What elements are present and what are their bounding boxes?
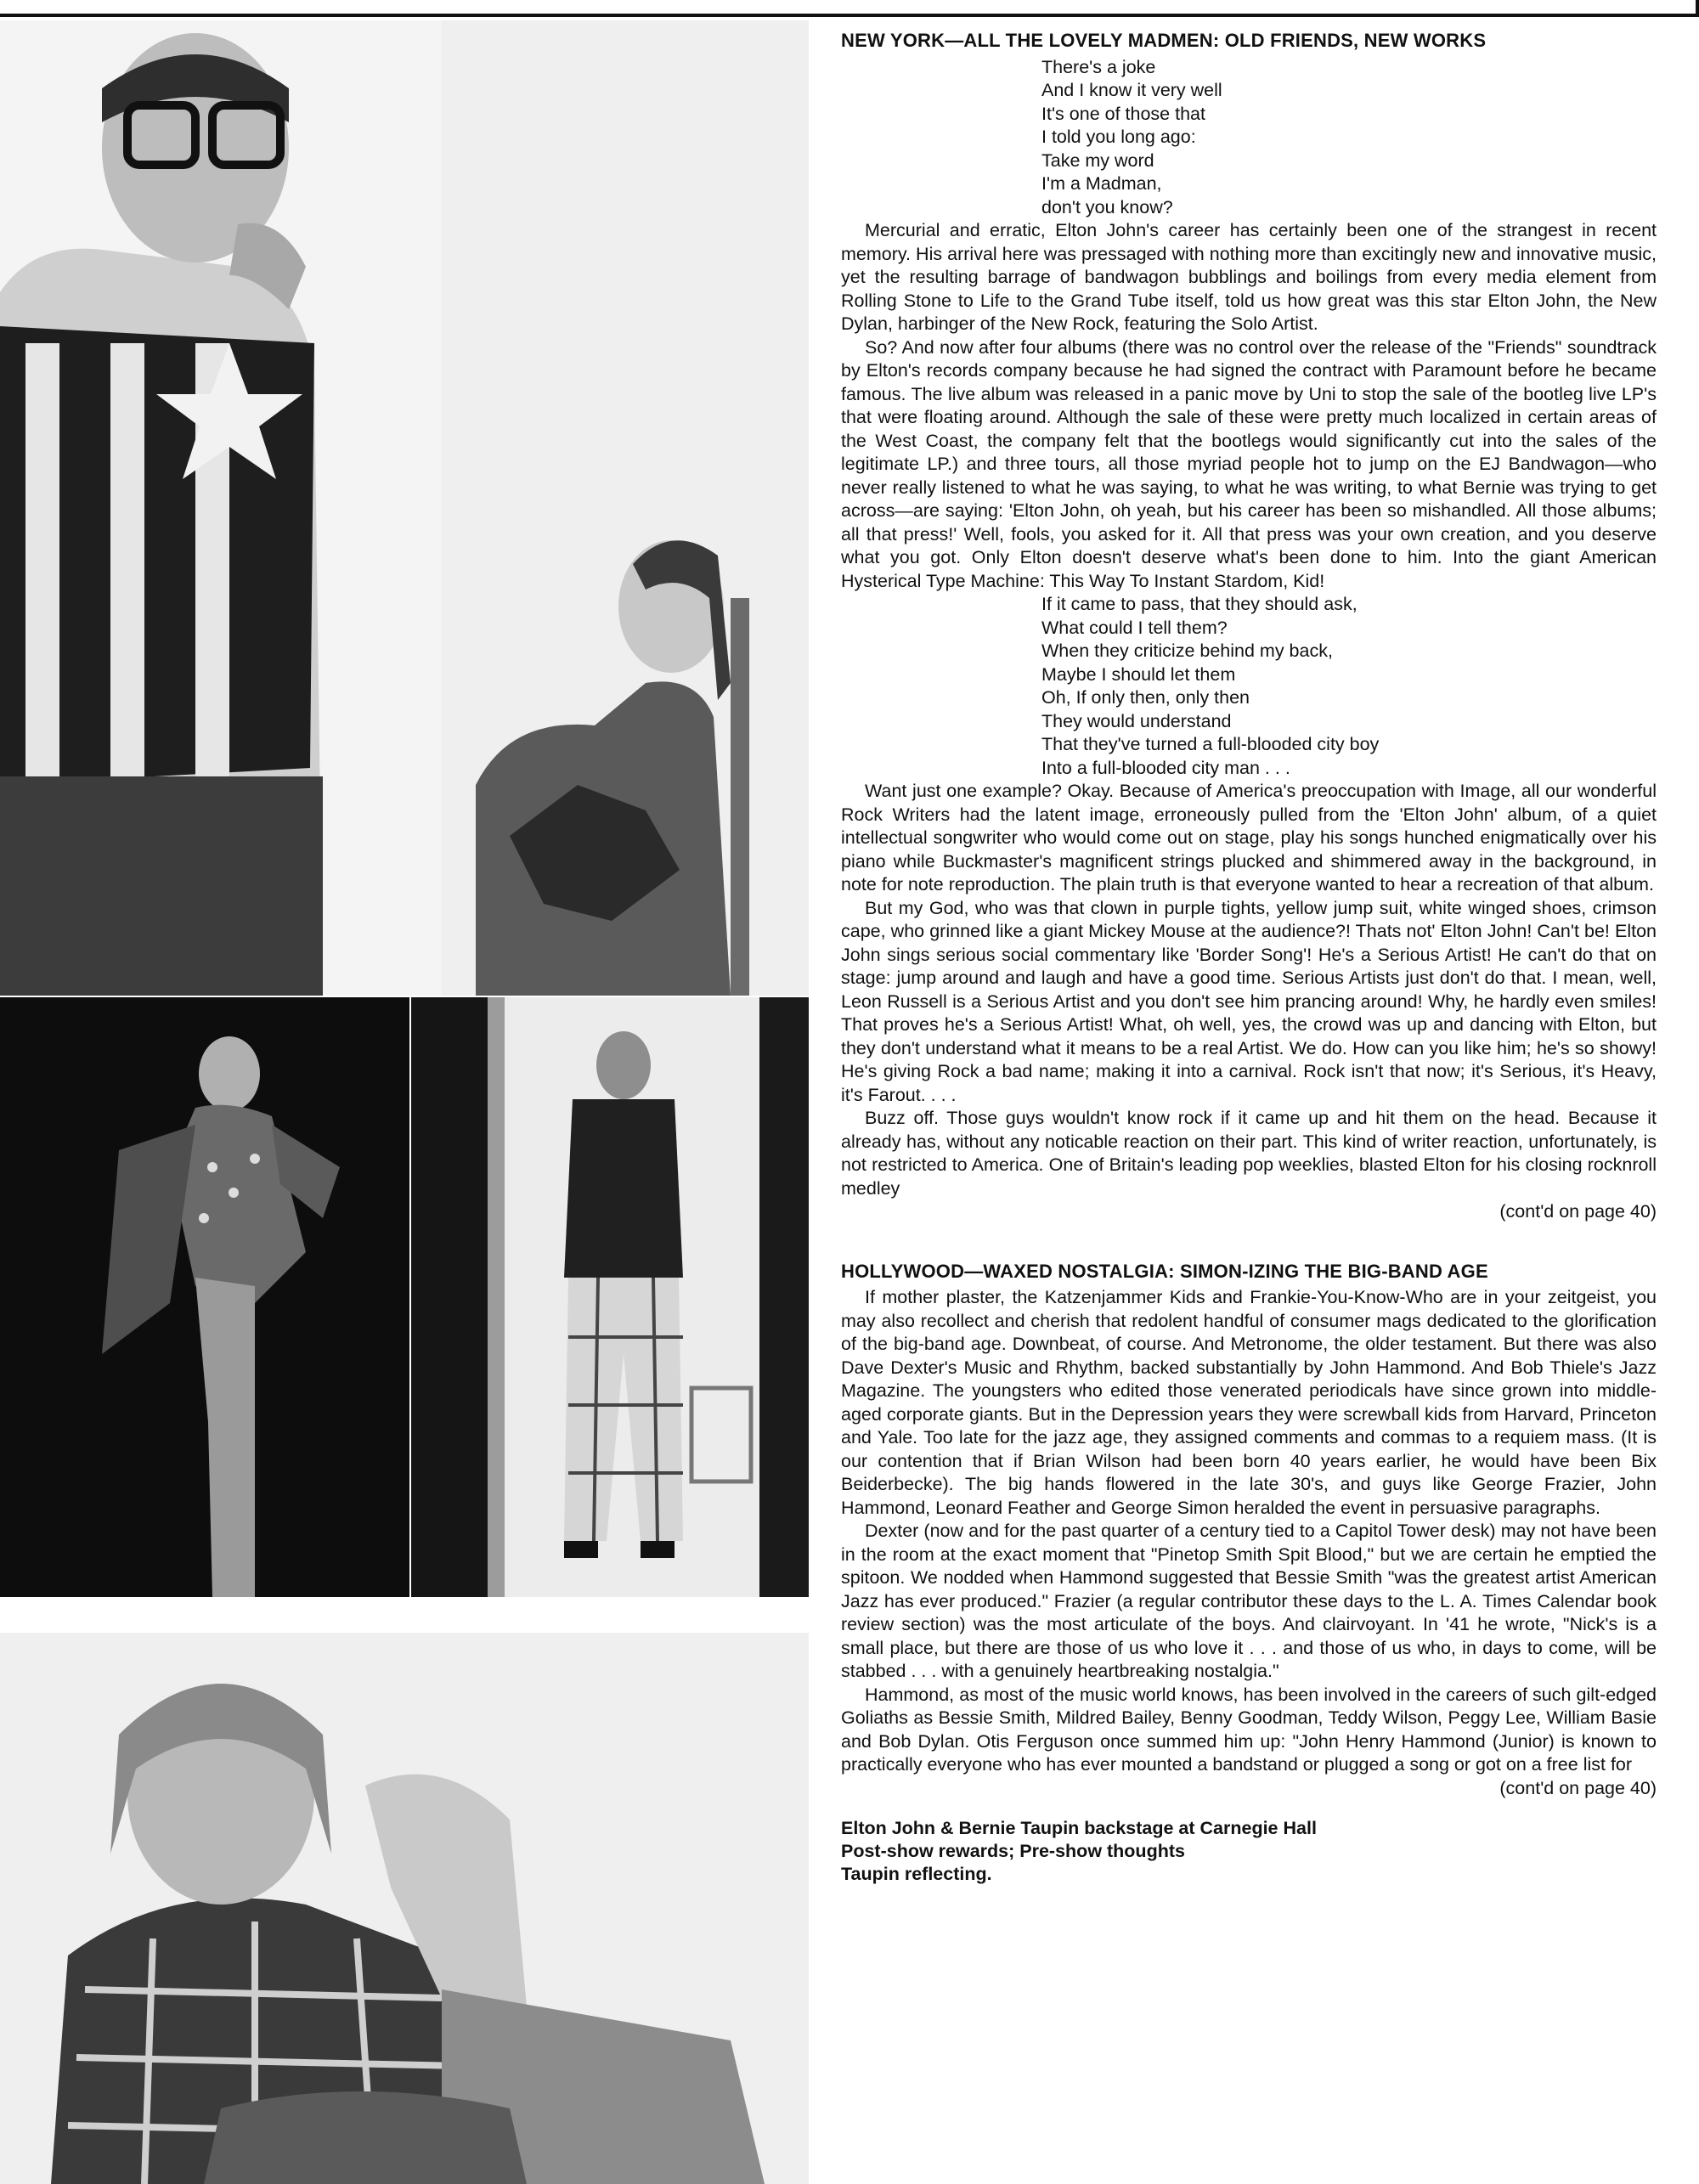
paragraph: If mother plaster, the Katzenjammer Kids and Frankie-You-Know-Who are in your zeitgeist, you may also recollect and cherish that redolent handful of consumer mags dedicated to the glorification of the big-band age. Downbeat, of course. And Metronome, the older testament. But there was also Dave Dexter's Music and Rhythm, backed substantially by John Hammond. And Bob Thiele's Jazz Magazine. The youngsters who edited those venerated periodicals have since grown into middle-aged corporate giants. But in the Depression years they were screwball kids from Harvard, Princeton and Yale. Too late for the jazz age, they assigned comments and commas to a requiem mass. (It is our contention that if Brian Wilson had been born 40 years earlier, he would have been Bix Beiderbecke). The big hands flowered in the late 30's, and guys like George Frazier, John Hammond, Leonard Feather and George Simon heralded the event in persuasive paragraphs. <box>841 1287 1657 1518</box>
paragraph: Hammond, as most of the music world knows, has been involved in the careers of such gilt-edged Goliaths as Bessie Smith, Mildred Bailey, Benny Goodman, Teddy Wilson, Peggy Lee, William Basie and Bob Dylan. Otis Ferguson once summed him up: "John Henry Hammond (Junior) is known to practically everyone who has ever mounted a bandstand or plugged a song or got on a free list for <box>841 1684 1657 1775</box>
continued-note: (cont'd on page 40) <box>1499 1777 1657 1798</box>
lyric-line: They would understand <box>1041 710 1232 731</box>
lyric-line: When they criticize behind my back, <box>1041 641 1333 661</box>
lyric-line: I told you long ago: <box>1041 127 1196 147</box>
lyric-line: And I know it very well <box>1041 80 1222 100</box>
paragraph: So? And now after four albums (there was no control over the release of the "Friends" soundtrack by Elton's records company because he had signed the contract with Paramount before he became famous. The live album was released in a panic move by Uni to stop the sale of the bootleg live LP's that were floating around. Although the sale of these were pretty much localized in certain areas of the West Coast, the company felt that the bootlegs would significantly cut into the sales of the legitimate LP.) and three tours, all those myriad people hot to jump on the EJ Bandwagon—who never really listened to what he was saying, to what he was writing, to what Bernie was trying to get across—are saying: 'Elton John, oh yeah, but his career has been so mishandled. All those albums; all that press!' Well, fools, you asked for it. All that press was your own creation, and you deserve what you got. Only Elton doesn't deserve what's been done to him. Into the giant American Hysterical Type Machine: This Way To Instant Stardom, Kid! <box>841 336 1657 591</box>
headline-hollywood: HOLLYWOOD—WAXED NOSTALGIA: SIMON-IZING THE BIG-BAND AGE <box>841 1260 1488 1282</box>
lyric-line: There's a joke <box>1041 56 1156 77</box>
top-border-rule <box>0 0 1699 17</box>
headline-new-york: NEW YORK—ALL THE LOVELY MADMEN: OLD FRIENDS, NEW WORKS <box>841 30 1487 51</box>
photo-column <box>0 20 809 2184</box>
lyric-line: What could I tell them? <box>1041 617 1228 638</box>
lyric-line: That they've turned a full-blooded city boy <box>1041 734 1380 754</box>
lyric-verse-madman <box>1041 56 1657 220</box>
photo-elton-and-bernie-backstage <box>0 20 809 996</box>
lyric-line: Oh, If only then, only then <box>1041 687 1250 708</box>
lyric-line: Into a full-blooded city man . . . <box>1041 757 1290 778</box>
lyric-line: I'm a Madman, <box>1041 173 1162 194</box>
photo-elton-plaid-trousers <box>411 997 809 1597</box>
paragraph: Buzz off. Those guys wouldn't know rock if it came up and hit them on the head. Because it already has, without any noticable reaction on their part. This kind of writer reaction, unfortunately, is not restricted to America. One of Britain's leading pop weeklies, blasted Elton for his closing rocknroll medley <box>841 1108 1657 1199</box>
paragraph: But my God, who was that clown in purple tights, yellow jump suit, white winged shoes, crimson cape, who grinned like a giant Mickey Mouse at the audience?! Thats not' Elton John! Can't be! Elton John sings serious social commentary like 'Border Song'! He's a Serious Artist! He can't do that on stage: jump around and laugh and have a good time. Serious Artists just don't do that. I mean, well, Leon Russell is a Serious Artist and you don't see him prancing around! Why, he hardly even smiles! That proves he's a Serious Artist! What, oh well, yes, the crowd was up and dancing with Elton, but they don't understand what it means to be a real Artist. We do. How can you like him; he's so showy! He's giving Rock a bad name; making it into a carnival. Rock isn't that now; it's Serious, it's Heavy, it's Farout. . . . <box>841 897 1657 1105</box>
lyric-line: Maybe I should let them <box>1041 663 1236 685</box>
paragraph: Want just one example? Okay. Because of America's preoccupation with Image, all our wonderful Rock Writers had the latent image, erroneously pulled from the 'Elton John' album, of a quiet intellectual songwriter who would come out on stage, play his songs hunched enigmatically over his piano while Buckmaster's magnificent strings plucked and shimmered away in the background, in note for note reproduction. The plain truth is that everyone wanted to hear a recreation of that album. <box>841 781 1657 894</box>
lyric-line: don't you know? <box>1041 196 1173 217</box>
caption-line: Post-show rewards; Pre-show thoughts <box>841 1841 1185 1861</box>
photo-elton-on-stage <box>0 997 409 1597</box>
photo-taupin-reflecting <box>0 1599 809 2184</box>
paragraph: Mercurial and erratic, Elton John's career has certainly been one of the strangest in recent memory. His arrival here was pressaged with nothing more than excitingly new and innovative music, yet the resulting barrage of bandwagon bubblings and boilings from every media element from Rolling Stone to Life to the Grand Tube itself, told us how great was this star Elton John, the New Dylan, harbinger of the New Rock, featuring the Solo Artist. <box>841 220 1657 334</box>
lyric-verse-city-boy <box>1041 593 1657 780</box>
photo-captions <box>841 1817 1657 1886</box>
caption-line: Taupin reflecting. <box>841 1864 992 1884</box>
continued-note: (cont'd on page 40) <box>1499 1201 1657 1222</box>
paragraph: Dexter (now and for the past quarter of a century tied to a Capitol Tower desk) may not have been in the room at the exact moment that "Pinetop Smith Spit Blood," but we are certain he emptied the spitoon. We nodded when Hammond suggested that Bessie Smith "was the greatest artist American Jazz has ever produced." Frazier (a regular contributor these days to the L. A. Times Calendar book review section) was the most articulate of the boys. And clairvoyant. In '41 he wrote, "Nick's is a small place, but there are those of us who love it . . . and those of us who, in days to come, will be stabbed . . . with a genuinely heartbreaking nostalgia." <box>841 1521 1657 1681</box>
lyric-line: It's one of those that <box>1041 103 1205 124</box>
lyric-line: Take my word <box>1041 150 1154 171</box>
article-column <box>841 29 1657 1886</box>
caption-line: Elton John & Bernie Taupin backstage at Carnegie Hall <box>841 1818 1317 1838</box>
lyric-line: If it came to pass, that they should ask, <box>1041 594 1358 614</box>
